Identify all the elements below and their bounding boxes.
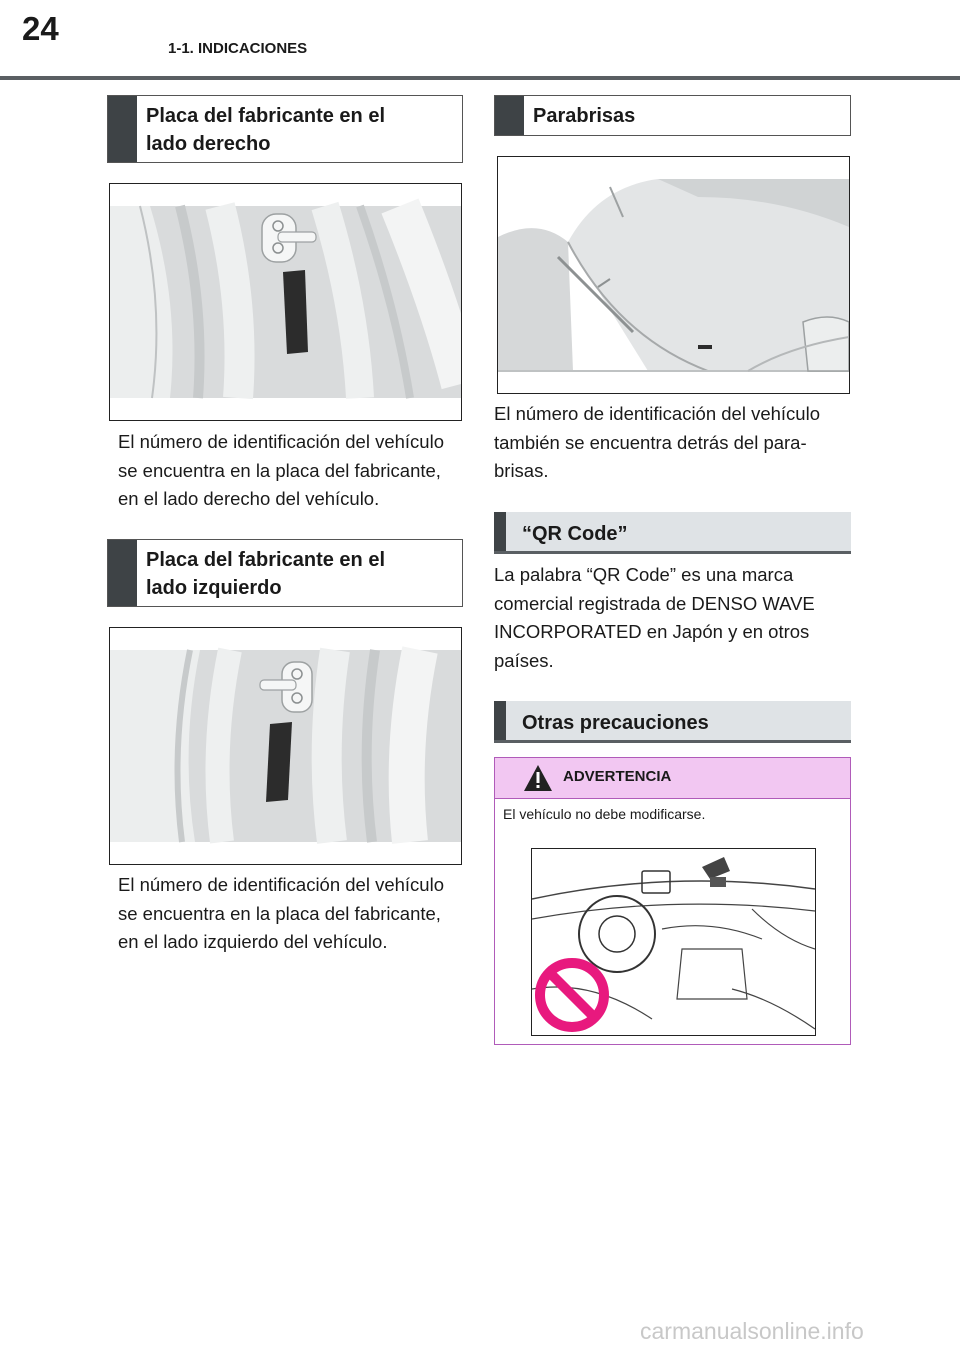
heading-tab	[494, 512, 506, 551]
heading-tab	[495, 96, 524, 135]
heading-tab	[108, 96, 137, 162]
body-paragraph: El número de identificación del vehículo se encuentra en la placa del fabricante, en el lado derecho del vehículo.	[118, 431, 444, 509]
body-paragraph: El número de identificación del vehículo también se encuentra detrás del para- brisas.	[494, 403, 820, 481]
warning-box	[494, 757, 851, 1045]
watermark: carmanualsonline.info	[640, 1318, 864, 1344]
figure-left-door-plate	[109, 627, 462, 865]
figure-interior-prohibited	[531, 848, 816, 1036]
body-paragraph: La palabra “QR Code” es una marca comercial registrada de DENSO WAVE INCORPORATED en Japón y en otros países.	[494, 564, 815, 671]
section-title: Placa del fabricante en el lado izquierdo	[146, 549, 385, 599]
heading-tab	[108, 540, 137, 606]
section-heading-windshield	[494, 95, 851, 136]
body-paragraph: El número de identificación del vehículo se encuentra en la placa del fabricante, en el lado izquierdo del vehículo.	[118, 874, 444, 952]
section-title: Otras precauciones	[522, 712, 709, 734]
chapter-title: 1-1. INDICACIONES	[168, 40, 308, 57]
header-divider	[0, 76, 960, 80]
page-number: 24	[22, 10, 59, 47]
section-heading-other-precautions	[494, 701, 851, 743]
prohibited-sign-icon	[534, 957, 610, 1033]
figure-right-door-plate	[109, 183, 462, 421]
section-heading-left-plate	[107, 539, 463, 607]
warning-label: ADVERTENCIA	[563, 768, 672, 785]
warning-text: El vehículo no debe modificarse.	[503, 806, 706, 822]
heading-tab	[494, 701, 506, 740]
door-plate-illustration	[110, 628, 461, 864]
section-title: “QR Code”	[522, 523, 628, 545]
section-title: Parabrisas	[533, 105, 636, 127]
warning-triangle-icon	[523, 764, 553, 792]
section-heading-right-plate	[107, 95, 463, 163]
section-heading-qr-code	[494, 512, 851, 554]
door-plate-illustration	[110, 184, 461, 420]
windshield-illustration	[498, 157, 849, 393]
warning-header	[495, 758, 850, 799]
section-title: Placa del fabricante en el lado derecho	[146, 105, 385, 155]
figure-windshield	[497, 156, 850, 394]
